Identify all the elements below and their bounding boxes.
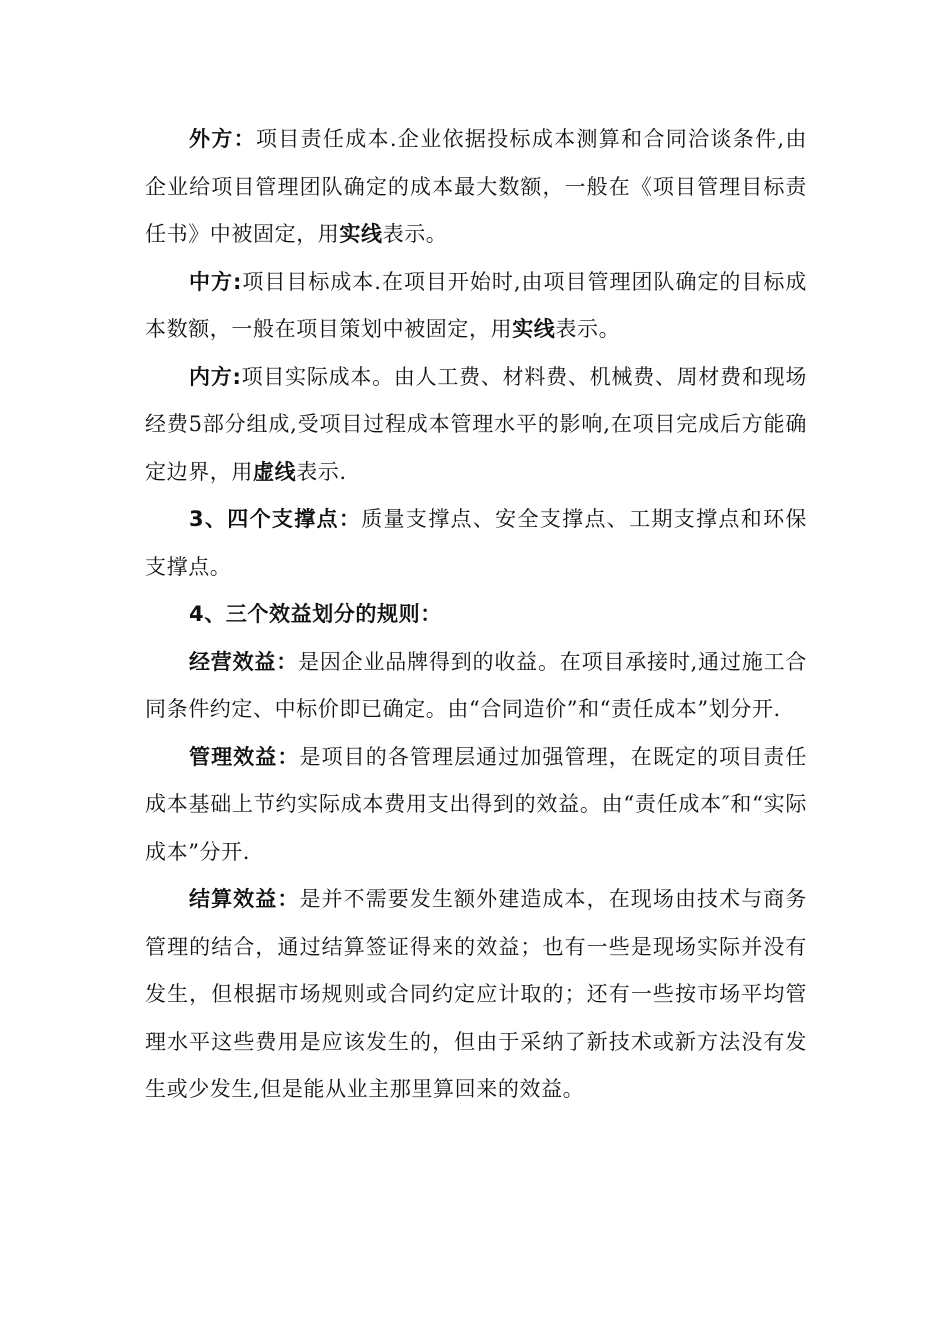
paragraph-management-benefit [145, 734, 807, 877]
paragraph-operating-benefit [145, 639, 807, 734]
support-points-heading: 3、四个支撑点： [189, 507, 362, 531]
paragraph-middle [145, 259, 807, 354]
outer-text: 项目责任成本.企业依据投标成本测算和合同洽谈条件,由企业给项目管理团队确定的成本最大数额，一般在《项目管理目标责任书》中被固定，用 [145, 127, 807, 246]
middle-text-end: 表示。 [555, 317, 621, 341]
operating-benefit-heading: 经营效益： [189, 649, 299, 674]
inner-heading: 内方: [189, 364, 242, 389]
support-points-text: 质量支撑点、安全支撑点、工期支撑点和环保支撑点。 [145, 507, 807, 579]
document-body [145, 116, 807, 1114]
paragraph-inner [145, 354, 807, 497]
inner-dashed-line-term: 虚线 [253, 459, 297, 484]
middle-heading: 中方: [189, 269, 242, 294]
outer-heading: 外方： [189, 127, 256, 151]
middle-solid-line-term: 实线 [512, 317, 556, 341]
outer-text-end: 表示。 [382, 222, 448, 246]
management-benefit-text: 是项目的各管理层通过加强管理，在既定的项目责任成本基础上节约实际成本费用支出得到的效益。由“责任成本″和“实际成本”分开. [145, 744, 807, 864]
outer-solid-line-term: 实线 [339, 222, 383, 246]
middle-text: 项目目标成本.在项目开始时,由项目管理团队确定的目标成本数额，一般在项目策划中被固定，用 [145, 269, 807, 341]
operating-benefit-text: 是因企业品牌得到的收益。在项目承接时,通过施工合同条件约定、中标价即已确定。由“合同造价”和“责任成本”划分开. [145, 649, 807, 721]
management-benefit-heading: 管理效益： [189, 744, 300, 769]
paragraph-support-points [145, 496, 807, 591]
settlement-benefit-text: 是并不需要发生额外建造成本，在现场由技术与商务管理的结合，通过结算签证得来的效益；也有一些是现场实际并没有发生，但根据市场规则或合同约定应计取的；还有一些按市场平均管理水平这些费用是应该发生的，但由于采纳了新技术或新方法没有发生或少发生,但是能从业主那里算回来的效益。 [145, 887, 807, 1101]
benefit-rules-heading: 4、三个效益划分的规则： [189, 602, 442, 626]
inner-text-end: 表示. [296, 459, 347, 484]
paragraph-settlement-benefit [145, 876, 807, 1114]
settlement-benefit-heading: 结算效益： [189, 887, 300, 911]
inner-text: 项目实际成本。由人工费、材料费、机械费、周材费和现场经费5部分组成,受项目过程成本管理水平的影响,在项目完成后方能确定边界，用 [145, 364, 807, 484]
paragraph-benefit-rules [145, 591, 807, 639]
paragraph-outer [145, 116, 807, 259]
